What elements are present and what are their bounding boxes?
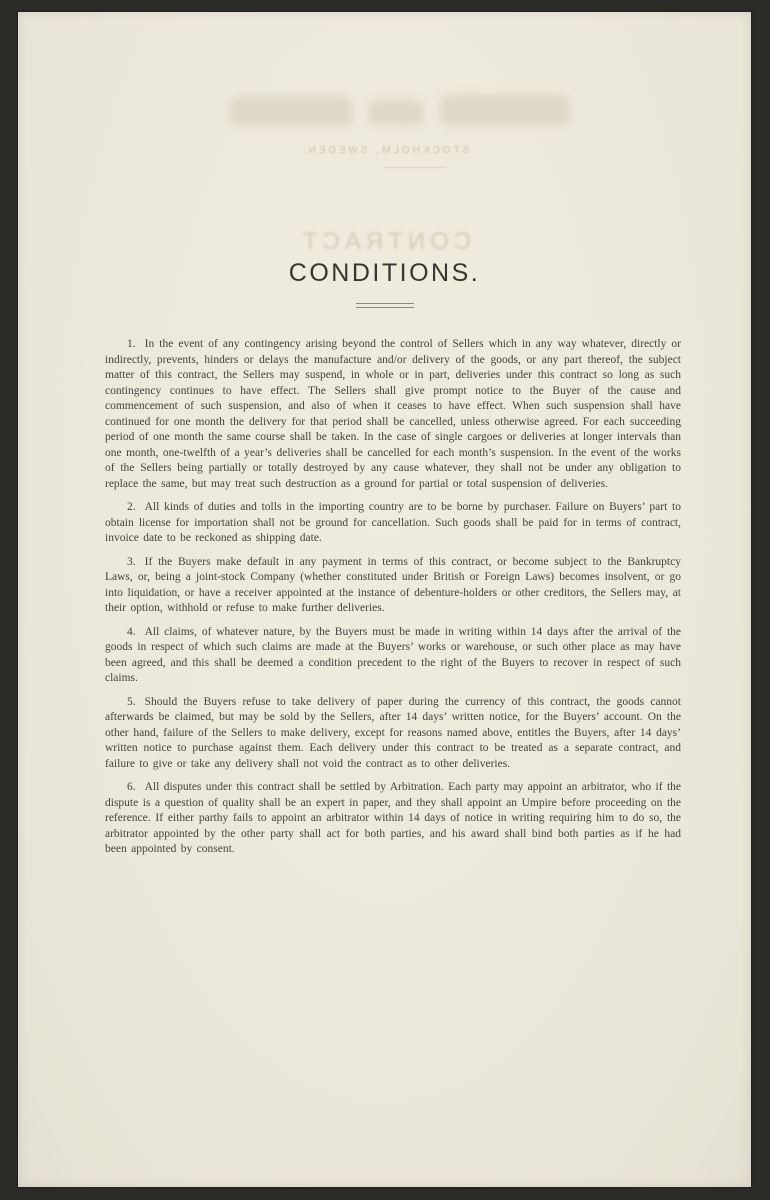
page-title: CONDITIONS.: [288, 259, 481, 287]
paragraph-number: 6.: [127, 781, 136, 793]
bleedthrough-company-blob: [368, 100, 424, 125]
paragraph-text: All claims, of whatever nature, by the Buyers must be made in writing within 14 days after the arrival of the goods in respect of which such claims are made at the Buyers’ works or warehouse, or such other place as may have been agreed, and this shall be deemed a condition precedent to the right of the Buyers to recover in respect of such claims.: [105, 625, 681, 684]
condition-paragraph-5: [105, 695, 681, 773]
title-divider: [356, 303, 414, 308]
paragraph-text: All kinds of duties and tolls in the importing country are to be borne by purchaser. Failure on Buyers’ part to obtain license for importation shall not be ground for cancellation. Such goods shall be paid for in terms of contract, invoice date to be reckoned as shipping date.: [105, 501, 681, 544]
bleedthrough-rule: [384, 167, 446, 168]
condition-paragraph-6: [105, 780, 681, 858]
document-page: [18, 12, 751, 1187]
paragraph-text: In the event of any contingency arising beyond the control of Sellers which in any way whatever, directly or indirectly, prevents, hinders or delays the manufacture and/or delivery of the goods, or any part thereof, the subject matter of this contract, the Sellers may suspend, in whole or in part, deliveries under this contract so long as such contingency continues to have effect. The Sellers shall give prompt notice to the Buyer of the cause and commencement of such suspension, and also of when it ceases to have effect. When such suspension shall have continued for one month the delivery for that period shall be cancelled, unless otherwise agreed. For each succeeding period of one month the same course shall be taken. In the case of single cargoes or deliveries at longer intervals than one month, one-twelfth of a year’s deliveries shall be cancelled for each month’s suspension. In the event of the works of the Sellers being partially or totally destroyed by any cause whatever, they shall not be under any obligation to replace the same, but may treat such destruction as a ground for partial or total suspension of deliveries.: [105, 338, 681, 490]
condition-paragraph-3: [105, 555, 681, 617]
paragraph-number: 4.: [127, 625, 136, 638]
bleedthrough-stockholm-line: STOCKHOLM, SWEDEN.: [299, 145, 470, 156]
paragraph-text: If the Buyers make default in any payment in terms of this contract, or become subject to the Bankruptcy Laws, or, being a joint-stock Company (whether constituted under British or Foreign Laws) becomes insolvent, or go into liquidation, or have a receiver appointed at the instance of debenture-holders or other creditors, the Sellers may, at their option, withhold or refuse to make further deliveries.: [105, 555, 681, 614]
paragraph-number: 2.: [127, 501, 136, 513]
conditions-body: [105, 337, 681, 866]
bleedthrough-company-blob: [230, 96, 352, 126]
bleedthrough-contract-line: CONTRACT: [297, 228, 472, 255]
condition-paragraph-1: [105, 337, 681, 492]
bleedthrough-company-blob: [440, 95, 570, 126]
paragraph-number: 1.: [127, 338, 136, 350]
paragraph-number: 5.: [127, 695, 136, 708]
paragraph-number: 3.: [127, 555, 136, 568]
paragraph-text: All disputes under this contract shall be settled by Arbitration. Each party may appoint an arbitrator, who if the dispute is a question of quality shall be an expert in paper, and they shall appoint an Umpire before proceeding on the reference. If either parthy fails to appoint an arbitrator within 14 days of notice in writing requiring him to do so, the arbitrator appointed by the other party shall act for both parties, and his award shall bind both parties as if he had been appointed by consent.: [105, 781, 681, 855]
condition-paragraph-4: [105, 625, 681, 687]
condition-paragraph-2: [105, 500, 681, 547]
paragraph-text: Should the Buyers refuse to take delivery of paper during the currency of this contract, the goods cannot afterwards be claimed, but may be sold by the Sellers, after 14 days’ written notice, for the Buyers’ account. On the other hand, failure of the Sellers to make delivery, except for reasons named above, entitles the Buyers, after 14 days’ written notice to purchase against them. Each delivery under this contract to be treated as a separate contract, and failure to give or take any delivery shall not void the contract as to other deliveries.: [105, 695, 681, 770]
